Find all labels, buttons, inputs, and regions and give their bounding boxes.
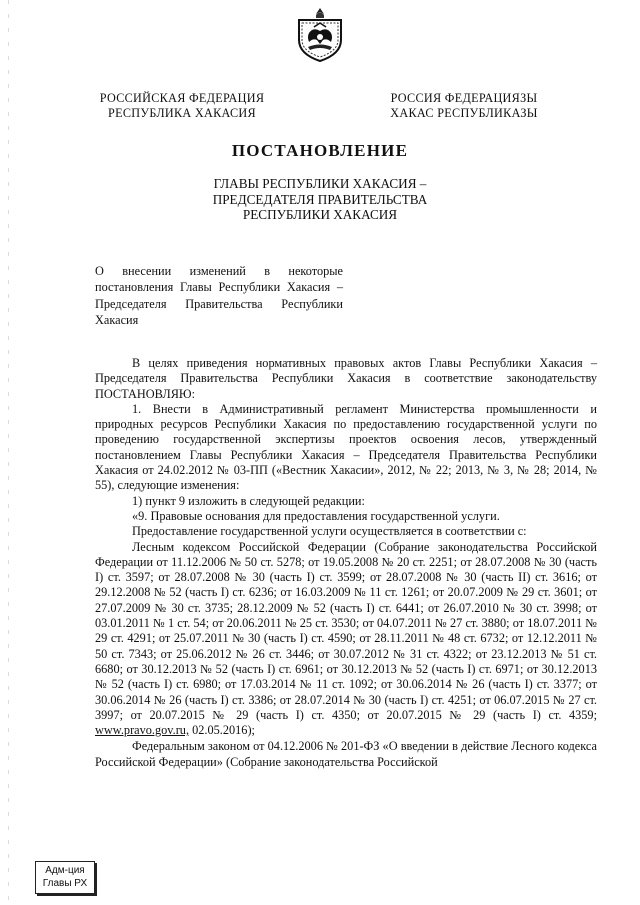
document-body [95, 356, 597, 770]
header-left [76, 91, 288, 121]
document-subtitle [0, 176, 640, 223]
body-paragraph-2: 1. Внести в Административный регламент Министерства промышленности и природных ресурсов Республики Хакасия по предоставлению государственной услуги по проведению государственной экспертизы проектов освоения лесов, утвержденный постановлением Главы Республики Хакасия – Председателя Правительства Республики Хакасия от 24.02.2012 № 03-ПП («Вестник Хакасии», 2012, № 22; 2013, № 3, № 28; 2014, № 55), следующие изменения: [95, 401, 597, 493]
body-paragraph-6 [95, 540, 597, 739]
header-left-line2: РЕСПУБЛИКА ХАКАСИЯ [108, 106, 256, 120]
subtitle-line1: ГЛАВЫ РЕСПУБЛИКИ ХАКАСИЯ – [213, 176, 427, 191]
header-right [362, 91, 566, 121]
registration-stamp [35, 861, 95, 894]
subtitle-line3: РЕСПУБЛИКИ ХАКАСИЯ [242, 207, 398, 222]
body-paragraph-5: Предоставление государственной услуги осуществляется в соответствии с: [132, 524, 527, 539]
body-paragraph-4: «9. Правовые основания для предоставления государственной услуги. [132, 508, 500, 523]
pravo-gov-link[interactable]: www.pravo.gov.ru, [95, 723, 190, 738]
document-title: ПОСТАНОВЛЕНИЕ [231, 141, 409, 160]
body-paragraph-6-text: Лесным кодексом Российской Федерации (Собрание законодательства Российской Федерации от 11.12.2006 № 50 ст. 5278; от 19.05.2008 № 20 ст. 2251; от 28.07.2008 № 30 (часть I) ст. 3597; от 28.07.2008 № 30 (часть I) ст. 3599; от 28.07.2008 № 30 (часть II) ст. 3616; от 29.12.2008 № 52 (часть I) ст. 6236; от 16.03.2009 № 11 ст. 1261; от 20.07.2009 № 29 ст. 3601; от 27.07.2009 № 30 ст. 3735; 28.12.2009 № 52 (часть I) ст. 6441; от 26.07.2010 № 30 ст. 3998; от 03.01.2011 № 1 ст. 54; от 20.06.2011 № 25 ст. 3530; от 04.07.2011 № 27 ст. 3880; от 18.07.2011 № 29 ст. 4291; от 25.07.2011 № 30 (часть I) ст. 4590; от 28.11.2011 № 48 ст. 6732; от 12.12.2011 № 50 ст. 7343; от 25.06.2012 № 26 ст. 3446; от 30.07.2012 № 31 ст. 4322; от 23.12.2013 № 51 ст. 6680; от 30.12.2013 № 52 (часть I) ст. 6961; от 30.12.2013 № 52 (часть I) ст. 6971; от 30.12.2013 № 52 (часть I) ст. 6980; от 17.03.2014 № 11 ст. 1092; от 30.06.2014 № 26 (часть I) ст. 3377; от 30.06.2014 № 26 (часть I) ст. 3386; от 28.07.2014 № 30 (часть I) ст. 4251; от 06.07.2015 № 27 ст. 3997; от 20.07.2015 № 29 (часть I) ст. 4350; от 20.07.2015 № 29 (часть I) ст. 4359; [95, 539, 597, 722]
body-paragraph-3: 1) пункт 9 изложить в следующей редакции: [132, 493, 365, 508]
scan-edge-marks [8, 0, 9, 905]
stamp-line1: Адм-ция [45, 865, 85, 876]
body-paragraph-7: Федеральным законом от 04.12.2006 № 201-ФЗ «О введении в действие Лесного кодекса Российской Федерации» (Собрание законодательства Российской [95, 739, 597, 769]
stamp-line2: Главы РХ [42, 878, 88, 889]
coat-of-arms-icon [294, 6, 346, 64]
subtitle-line2: ПРЕДСЕДАТЕЛЯ ПРАВИТЕЛЬСТВА [212, 191, 428, 207]
body-paragraph-1: В целях приведения нормативных правовых актов Главы Республики Хакасия – Председателя Правительства Республики Хакасия в соответствие законодательству ПОСТАНОВЛЯЮ: [95, 356, 597, 401]
document-subject: О внесении изменений в некоторые постановления Главы Республики Хакасия – Председателя Правительства Республики Хакасия [95, 264, 343, 327]
header-left-line1: РОССИЙСКАЯ ФЕДЕРАЦИЯ [99, 91, 265, 105]
header-right-line2: ХАКАС РЕСПУБЛИКАЗЫ [390, 106, 538, 120]
body-paragraph-6-tail: 02.05.2016); [192, 723, 255, 738]
header-right-line1: РОССИЯ ФЕДЕРАЦИЯЗЫ [390, 91, 538, 105]
